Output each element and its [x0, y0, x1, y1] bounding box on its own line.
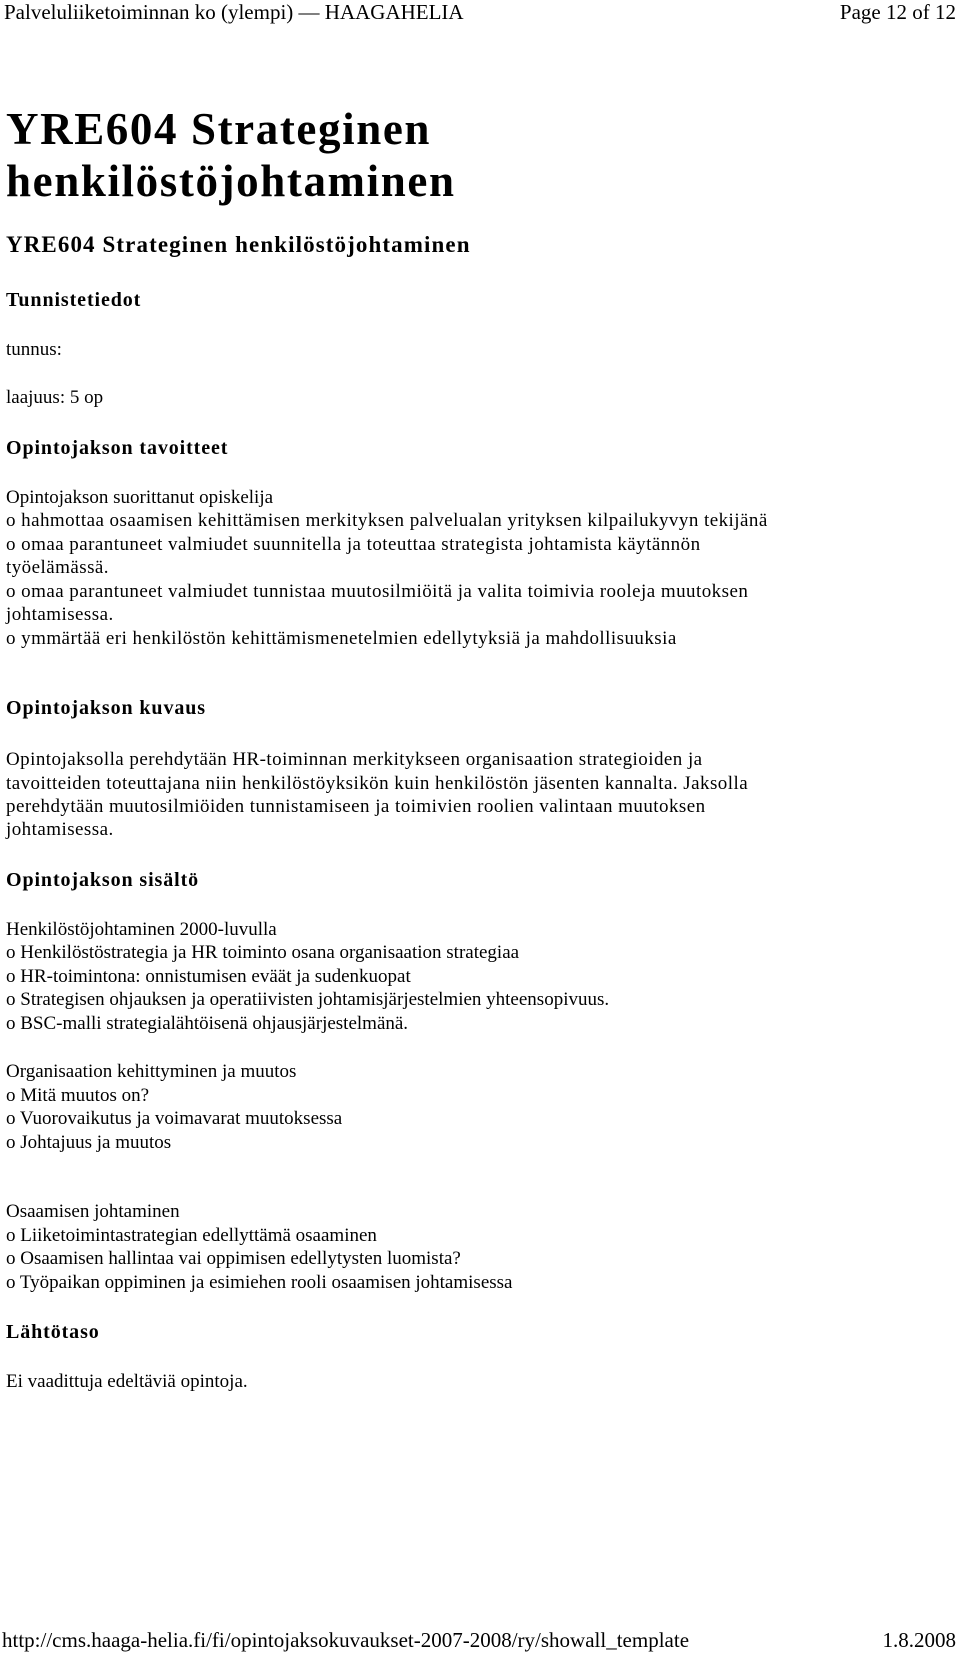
objectives-intro: Opintojakson suorittanut opiskelija	[6, 487, 274, 508]
course-scope: laajuus: 5 op	[6, 387, 104, 408]
objectives-heading: Opintojakson tavoitteet	[6, 437, 229, 459]
prerequisites-heading: Lähtötaso	[6, 1321, 100, 1343]
content-item: o BSC-malli strategialähtöisenä ohjausjärjestelmänä.	[6, 1013, 409, 1034]
objective-line: o omaa parantuneet valmiudet suunnitella ja toteuttaa strategista johtamista käytännön	[6, 534, 701, 555]
description-line: tavoitteiden toteuttajana niin henkilöstöyksikön kuin henkilöstön jäsenten kannalta. Jaksolla	[6, 773, 749, 794]
header-document-title: Palveluliiketoiminnan ko (ylempi) — HAAGAHELIA	[4, 0, 464, 24]
page-title-line-2: henkilöstöjohtaminen	[6, 156, 456, 206]
prerequisites-text: Ei vaadittuja edeltäviä opintoja.	[6, 1371, 248, 1392]
content-group-title: Organisaation kehittyminen ja muutos	[6, 1061, 297, 1082]
content-item: o Mitä muutos on?	[6, 1085, 150, 1106]
print-footer	[0, 1628, 960, 1654]
subtitle: YRE604 Strateginen henkilöstöjohtaminen	[6, 232, 471, 257]
description-line: johtamisessa.	[6, 819, 114, 840]
description-line: perehdytään muutosilmiöiden tunnistamiseen ja toimivien roolien valintaan muutoksen	[6, 796, 706, 817]
identification-heading: Tunnistetiedot	[6, 289, 142, 311]
content-item: o Strategisen ohjauksen ja operatiivisten johtamisjärjestelmien yhteensopivuus.	[6, 989, 610, 1010]
content-group-title: Osaamisen johtaminen	[6, 1201, 180, 1222]
objective-line: työelämässä.	[6, 557, 110, 578]
content-item: o Osaamisen hallintaa vai oppimisen edellytysten luomista?	[6, 1248, 461, 1269]
content-group-title: Henkilöstöjohtaminen 2000-luvulla	[6, 919, 277, 940]
objective-line: o omaa parantuneet valmiudet tunnistaa muutosilmiöitä ja valita toimivia rooleja muutoksen	[6, 581, 749, 602]
page-title-line-1: YRE604 Strateginen	[6, 104, 432, 154]
content-item: o Työpaikan oppiminen ja esimiehen rooli osaamisen johtamisessa	[6, 1272, 513, 1293]
header-page-number: Page 12 of 12	[839, 0, 956, 24]
print-header	[0, 0, 960, 26]
course-code: tunnus:	[6, 339, 62, 360]
objective-line: johtamisessa.	[6, 604, 114, 625]
content-item: o Liiketoimintastrategian edellyttämä osaaminen	[6, 1225, 377, 1246]
footer-url: http://cms.haaga-helia.fi/fi/opintojaksokuvaukset-2007-2008/ry/showall_template	[2, 1628, 690, 1652]
footer-date: 1.8.2008	[882, 1628, 956, 1652]
content-item: o HR-toimintona: onnistumisen eväät ja sudenkuopat	[6, 966, 411, 987]
objective-line: o hahmottaa osaamisen kehittämisen merkityksen palvelualan yrityksen kilpailukyvyn tekijänä	[6, 510, 768, 531]
objective-line: o ymmärtää eri henkilöstön kehittämismenetelmien edellytyksiä ja mahdollisuuksia	[6, 628, 677, 649]
content-item: o Johtajuus ja muutos	[6, 1132, 172, 1153]
content-item: o Vuorovaikutus ja voimavarat muutoksessa	[6, 1108, 343, 1129]
content-heading: Opintojakson sisältö	[6, 869, 200, 891]
description-heading: Opintojakson kuvaus	[6, 697, 206, 719]
content-item: o Henkilöstöstrategia ja HR toiminto osana organisaation strategiaa	[6, 942, 520, 963]
description-line: Opintojaksolla perehdytään HR-toiminnan merkitykseen organisaation strategioiden ja	[6, 749, 703, 770]
